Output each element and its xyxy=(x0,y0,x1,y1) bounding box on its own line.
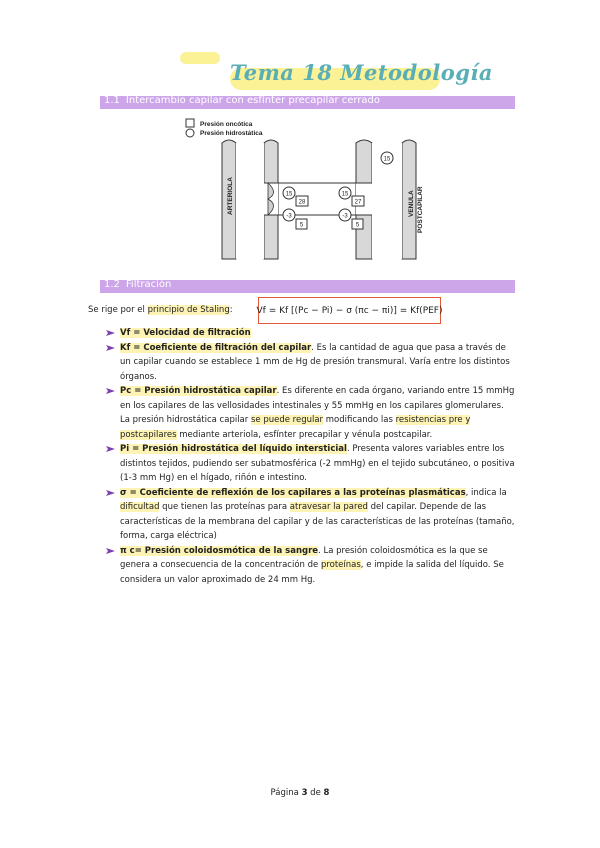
section-number: 1.1 xyxy=(104,95,120,106)
term: π c= Presión coloidosmótica de la sangre xyxy=(120,545,319,556)
legend-square-icon xyxy=(186,119,194,127)
staling-formula: Vf = Kf [(Pc − Pi) − σ (πc − πi)] = Kf(PEF) xyxy=(258,297,441,324)
term: Kf = Coeficiente de filtración del capilar xyxy=(120,342,312,353)
value-label: -3 xyxy=(286,213,292,220)
page-title: Tema 18 Metodología xyxy=(230,60,494,85)
footer-prefix: Página xyxy=(270,788,302,798)
arteriole-lumen xyxy=(236,143,264,259)
term: Pc = Presión hidrostática capilar xyxy=(120,386,277,396)
definition-list xyxy=(106,326,516,587)
list-item xyxy=(106,544,516,588)
capillary-diagram xyxy=(180,115,430,265)
footer-mid: de xyxy=(307,788,324,798)
list-item xyxy=(106,326,516,341)
highlight: se puede regular xyxy=(250,415,324,425)
section-header xyxy=(100,96,515,109)
section-number: 1.2 xyxy=(104,279,120,290)
page-number: 3 xyxy=(301,788,308,798)
definition: modificando las xyxy=(323,415,396,425)
highlighter-stroke xyxy=(180,52,220,64)
highlight: atravesar la pared xyxy=(289,502,368,512)
value-label: 27 xyxy=(354,199,362,206)
bullet-arrow-icon xyxy=(106,329,115,337)
bullet-arrow-icon xyxy=(106,489,115,497)
page-footer xyxy=(0,788,600,798)
bullet-arrow-icon xyxy=(106,344,115,352)
postcapillary-label: POSTCAPILAR xyxy=(417,186,424,233)
term: Pi = Presión hidrostática del líquido intersticial xyxy=(120,444,347,454)
section-title: Filtración xyxy=(125,279,172,290)
bullet-arrow-icon xyxy=(106,445,115,453)
highlight: dificultad xyxy=(120,502,160,512)
section-header xyxy=(100,280,515,293)
bullet-arrow-icon xyxy=(106,387,115,395)
intro-suffix: : xyxy=(229,305,233,315)
title-block xyxy=(150,48,494,94)
list-item xyxy=(106,384,516,442)
value-label: 15 xyxy=(383,156,391,163)
intro-text xyxy=(88,305,233,315)
value-label: 28 xyxy=(298,199,306,206)
list-item xyxy=(106,442,516,486)
legend-hydrostatic: Presión hidrostática xyxy=(200,130,263,137)
section-title: Intercambio capilar con esfínter precapilar cerrado xyxy=(125,95,381,106)
value-label: 15 xyxy=(285,191,293,198)
bullet-arrow-icon xyxy=(106,547,115,555)
venule-label: VENULA xyxy=(408,190,415,217)
term: σ = Coeficiente de reflexión de los capilares a las proteínas plasmáticas xyxy=(120,487,466,498)
term: Vf = Velocidad de filtración xyxy=(120,328,251,338)
highlight: proteínas xyxy=(320,560,361,570)
definition: , e impide la salida del líquido. Se considera un valor aproximado de 24 mm Hg. xyxy=(120,560,504,585)
value-label: 15 xyxy=(341,191,349,198)
list-item xyxy=(106,341,516,385)
value-label: 5 xyxy=(355,222,360,229)
arteriole-label: ARTERIOLA xyxy=(227,177,234,215)
definition: mediante arteriola, esfínter precapilar y vénula postcapilar. xyxy=(176,429,433,440)
definition: . Es diferente en cada órgano, variando entre 15 mmHg en los capilares de las vellosidades intestinales y 55 mmHg en los capilares glomerulares. La presión hidrostática capilar xyxy=(120,386,515,425)
definition: . La presión coloidosmótica es la que se genera a consecuencia de la concentración de xyxy=(120,545,488,570)
definition: , indica la xyxy=(465,487,507,498)
definition: . Es la cantidad de agua que pasa a través de un capilar cuando se establece 1 mm de Hg de presión transmural. Varía entre los distintos órganos. xyxy=(120,342,510,382)
highlight: resistencias pre y postcapilares xyxy=(120,415,471,440)
legend-circle-icon xyxy=(186,129,194,137)
value-label: 5 xyxy=(299,222,304,229)
value-label: -3 xyxy=(342,213,348,220)
page-total: 8 xyxy=(323,788,330,798)
definition: del capilar. Depende de las características de la membrana del capilar y de las características de las proteínas (tamaño, forma, carga eléctrica) xyxy=(120,502,515,541)
definition: que tienen las proteínas para xyxy=(159,502,290,512)
intro-prefix: Se rige por el xyxy=(88,305,148,315)
intro-highlight: principio de Staling xyxy=(147,305,230,315)
legend-oncotic: Presión oncótica xyxy=(200,121,253,128)
list-item xyxy=(106,486,516,544)
definition: . Presenta valores variables entre los distintos tejidos, pudiendo ser subatmosférica (-2 mmHg) en el tejido subcutáneo, o positiva (1-3 mm Hg) en el hígado, riñón e intestino. xyxy=(120,444,515,483)
